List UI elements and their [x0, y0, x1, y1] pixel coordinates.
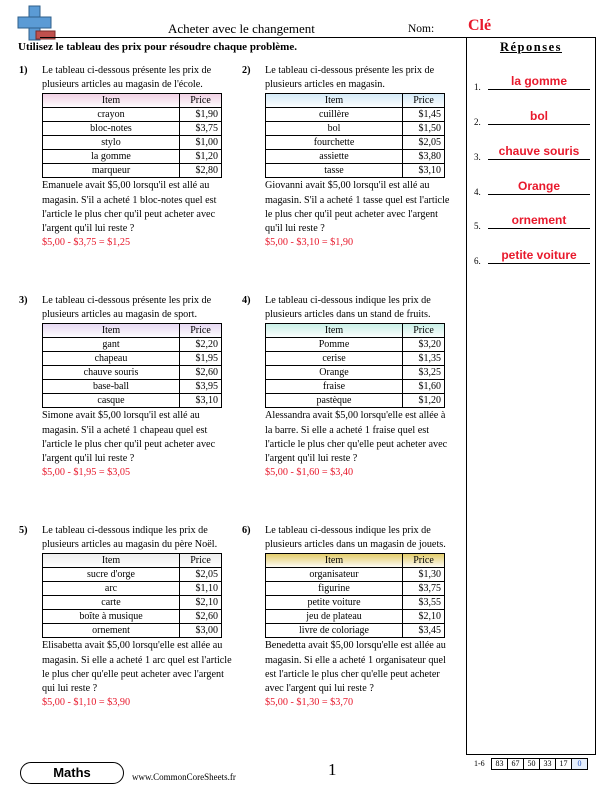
price-cell: $1,10	[180, 582, 222, 596]
item-column-header: Item	[266, 554, 403, 568]
answer-value: petite voiture	[501, 248, 577, 262]
table-row	[266, 136, 445, 150]
problem-6	[242, 524, 465, 710]
price-column-header: Price	[180, 324, 222, 338]
table-row	[43, 338, 222, 352]
price-table-header	[266, 554, 445, 568]
price-table	[42, 93, 222, 178]
item-cell: assiette	[266, 150, 403, 164]
table-row	[43, 164, 222, 178]
problem-number: 1)	[19, 65, 28, 76]
answer-row-2	[474, 109, 594, 129]
answer-key-label: Clé	[468, 17, 492, 34]
price-cell: $3,10	[180, 394, 222, 408]
price-table-header	[43, 554, 222, 568]
answer-line	[488, 89, 590, 90]
price-cell: $2,05	[403, 136, 445, 150]
item-cell: figurine	[266, 582, 403, 596]
problem-solution: $5,00 - $1,10 = $3,90	[42, 697, 131, 709]
problem-question: Benedetta avait $5,00 lorsqu'elle est allée au magasin. Si elle a acheté 1 organisateur quel est l'article le plus cher qu'elle peut acheter avec l'argent qui lui reste ?	[265, 640, 446, 695]
item-cell: cuillère	[266, 108, 403, 122]
table-row	[266, 108, 445, 122]
price-cell: $1,20	[180, 150, 222, 164]
item-column-header: Item	[43, 324, 180, 338]
answer-line	[488, 263, 590, 264]
table-row	[43, 394, 222, 408]
problem-solution: $5,00 - $1,60 = $3,40	[265, 467, 354, 479]
problem-3	[19, 294, 242, 480]
price-cell: $3,45	[403, 624, 445, 638]
problem-intro: Le tableau ci-dessous indique les prix de plusieurs articles au magasin du père Noël.	[42, 525, 218, 551]
table-row	[266, 624, 445, 638]
item-column-header: Item	[266, 94, 403, 108]
score-range: 1-6	[474, 759, 485, 768]
table-row	[266, 582, 445, 596]
table-row	[266, 338, 445, 352]
price-cell: $3,10	[403, 164, 445, 178]
problem-4	[242, 294, 465, 480]
answer-row-1	[474, 74, 594, 94]
table-row	[266, 122, 445, 136]
price-table	[265, 93, 445, 178]
item-cell: chauve souris	[43, 366, 180, 380]
site-url: www.CommonCoreSheets.fr	[132, 772, 236, 782]
problem-number: 6)	[242, 525, 251, 536]
item-cell: sucre d'orge	[43, 568, 180, 582]
price-cell: $1,00	[180, 136, 222, 150]
table-row	[43, 568, 222, 582]
item-cell: Pomme	[266, 338, 403, 352]
price-table	[265, 323, 445, 408]
price-cell: $3,80	[403, 150, 445, 164]
instructions: Utilisez le tableau des prix pour résoudre chaque problème.	[18, 41, 297, 53]
item-cell: petite voiture	[266, 596, 403, 610]
price-table-header	[266, 94, 445, 108]
problem-number: 4)	[242, 295, 251, 306]
price-table	[265, 553, 445, 638]
problem-intro: Le tableau ci-dessous indique les prix de plusieurs articles dans un magasin de jouets.	[265, 525, 446, 551]
table-row	[266, 150, 445, 164]
price-table-header	[43, 94, 222, 108]
price-column-header: Price	[180, 94, 222, 108]
table-row	[43, 624, 222, 638]
price-cell: $3,25	[403, 366, 445, 380]
answer-value: la gomme	[510, 74, 567, 88]
problem-intro: Le tableau ci-dessous présente les prix de plusieurs articles au magasin de sport.	[42, 295, 212, 321]
table-row	[43, 596, 222, 610]
table-row	[266, 610, 445, 624]
item-cell: carte	[43, 596, 180, 610]
problem-number: 3)	[19, 295, 28, 306]
price-cell: $3,75	[403, 582, 445, 596]
name-label: Nom:	[408, 23, 435, 35]
price-cell: $3,75	[180, 122, 222, 136]
price-cell: $1,20	[403, 394, 445, 408]
table-row	[43, 582, 222, 596]
answer-number: 1.	[474, 82, 481, 92]
item-cell: fourchette	[266, 136, 403, 150]
answer-line	[488, 159, 590, 160]
answer-number: 3.	[474, 152, 481, 162]
price-cell: $3,55	[403, 596, 445, 610]
price-column-header: Price	[403, 324, 445, 338]
table-row	[43, 352, 222, 366]
problem-question: Emanuele avait $5,00 lorsqu'il est allé au magasin. S'il a acheté 1 bloc-notes quel est l'article le plus cher qu'il peut acheter avec l'argent qu'il lui reste ?	[42, 180, 217, 235]
item-cell: gant	[43, 338, 180, 352]
price-cell: $1,90	[180, 108, 222, 122]
price-column-header: Price	[403, 554, 445, 568]
price-table	[42, 553, 222, 638]
answer-line	[488, 228, 590, 229]
table-row	[266, 380, 445, 394]
problem-intro: Le tableau ci-dessous indique les prix de plusieurs articles dans un stand de fruits.	[265, 295, 431, 321]
price-cell: $2,60	[180, 610, 222, 624]
score-box: 0	[571, 758, 588, 770]
item-cell: tasse	[266, 164, 403, 178]
price-table	[42, 323, 222, 408]
item-cell: la gomme	[43, 150, 180, 164]
price-cell: $1,45	[403, 108, 445, 122]
table-row	[43, 380, 222, 394]
price-cell: $3,20	[403, 338, 445, 352]
answer-row-5	[474, 213, 594, 233]
item-cell: arc	[43, 582, 180, 596]
price-column-header: Price	[180, 554, 222, 568]
table-row	[43, 366, 222, 380]
price-cell: $1,30	[403, 568, 445, 582]
answer-line	[488, 194, 590, 195]
item-cell: pastèque	[266, 394, 403, 408]
score-box: 67	[507, 758, 524, 770]
answer-value: chauve souris	[498, 144, 580, 158]
problem-intro: Le tableau ci-dessous présente les prix de plusieurs articles au magasin de l'école.	[42, 65, 212, 91]
item-column-header: Item	[43, 94, 180, 108]
price-cell: $1,60	[403, 380, 445, 394]
item-cell: stylo	[43, 136, 180, 150]
page-number: 1	[328, 760, 337, 779]
item-cell: fraise	[266, 380, 403, 394]
table-row	[266, 394, 445, 408]
problem-question: Giovanni avait $5,00 lorsqu'il est allé au magasin. S'il a acheté 1 tasse quel est l'article le plus cher qu'il peut acheter avec l'argent qu'il lui reste ?	[265, 180, 450, 235]
problem-question: Simone avait $5,00 lorsqu'il est allé au magasin. S'il a acheté 1 chapeau quel est l'article le plus cher qu'il peut acheter avec l'argent qu'il lui reste ?	[42, 410, 216, 465]
answer-number: 5.	[474, 221, 481, 231]
plus-minus-logo-icon	[16, 4, 56, 44]
item-cell: chapeau	[43, 352, 180, 366]
problem-number: 5)	[19, 525, 28, 536]
table-row	[43, 150, 222, 164]
problem-2	[242, 64, 465, 250]
price-cell: $2,80	[180, 164, 222, 178]
table-row	[43, 610, 222, 624]
answer-number: 2.	[474, 117, 481, 127]
answer-line	[488, 124, 590, 125]
problem-solution: $5,00 - $1,30 = $3,70	[265, 697, 354, 709]
price-table-header	[43, 324, 222, 338]
problem-5	[19, 524, 242, 710]
price-table-header	[266, 324, 445, 338]
item-cell: bloc-notes	[43, 122, 180, 136]
table-row	[266, 164, 445, 178]
score-box: 33	[539, 758, 556, 770]
table-row	[266, 352, 445, 366]
answer-row-4	[474, 179, 594, 199]
item-cell: cerise	[266, 352, 403, 366]
answer-value: ornement	[511, 213, 567, 227]
answer-row-3	[474, 144, 594, 164]
worksheet-title: Acheter avec le changement	[168, 21, 315, 36]
price-cell: $2,60	[180, 366, 222, 380]
problem-solution: $5,00 - $3,75 = $1,25	[42, 237, 131, 249]
item-cell: casque	[43, 394, 180, 408]
item-cell: boîte à musique	[43, 610, 180, 624]
table-row	[43, 108, 222, 122]
problem-question: Elisabetta avait $5,00 lorsqu'elle est allée au magasin. Si elle a acheté 1 arc quel est l'article le plus cher qu'elle peut acheter avec l'argent qui lui reste ?	[42, 640, 232, 695]
answer-row-6	[474, 248, 594, 268]
item-column-header: Item	[43, 554, 180, 568]
item-column-header: Item	[266, 324, 403, 338]
price-column-header: Price	[403, 94, 445, 108]
score-boxes	[492, 758, 588, 770]
price-cell: $1,50	[403, 122, 445, 136]
subject-badge: Maths	[20, 762, 124, 784]
table-row	[266, 596, 445, 610]
problem-number: 2)	[242, 65, 251, 76]
table-row	[266, 568, 445, 582]
answers-title: Réponses	[499, 40, 562, 54]
item-cell: marqueur	[43, 164, 180, 178]
item-cell: bol	[266, 122, 403, 136]
answer-number: 6.	[474, 256, 481, 266]
price-cell: $3,00	[180, 624, 222, 638]
item-cell: crayon	[43, 108, 180, 122]
problem-intro: Le tableau ci-dessous présente les prix de plusieurs articles en magasin.	[265, 65, 435, 91]
price-cell: $1,35	[403, 352, 445, 366]
problem-solution: $5,00 - $1,95 = $3,05	[42, 467, 131, 479]
item-cell: Orange	[266, 366, 403, 380]
item-cell: livre de coloriage	[266, 624, 403, 638]
score-box: 50	[523, 758, 540, 770]
price-cell: $3,95	[180, 380, 222, 394]
answer-value: Orange	[517, 179, 560, 193]
price-cell: $2,10	[403, 610, 445, 624]
score-box: 83	[491, 758, 508, 770]
table-row	[43, 136, 222, 150]
item-cell: jeu de plateau	[266, 610, 403, 624]
item-cell: base-ball	[43, 380, 180, 394]
problem-solution: $5,00 - $3,10 = $1,90	[265, 237, 354, 249]
answer-number: 4.	[474, 187, 481, 197]
problem-question: Alessandra avait $5,00 lorsqu'elle est allée à la barre. Si elle a acheté 1 fraise quel est l'article le plus cher qu'elle peut acheter avec l'argent qu'il lui reste ?	[265, 410, 448, 465]
answer-value: bol	[530, 109, 548, 123]
problem-1	[19, 64, 242, 250]
price-cell: $2,20	[180, 338, 222, 352]
price-cell: $2,05	[180, 568, 222, 582]
item-cell: organisateur	[266, 568, 403, 582]
price-cell: $1,95	[180, 352, 222, 366]
table-row	[266, 366, 445, 380]
price-cell: $2,10	[180, 596, 222, 610]
score-box: 17	[555, 758, 572, 770]
item-cell: ornement	[43, 624, 180, 638]
table-row	[43, 122, 222, 136]
